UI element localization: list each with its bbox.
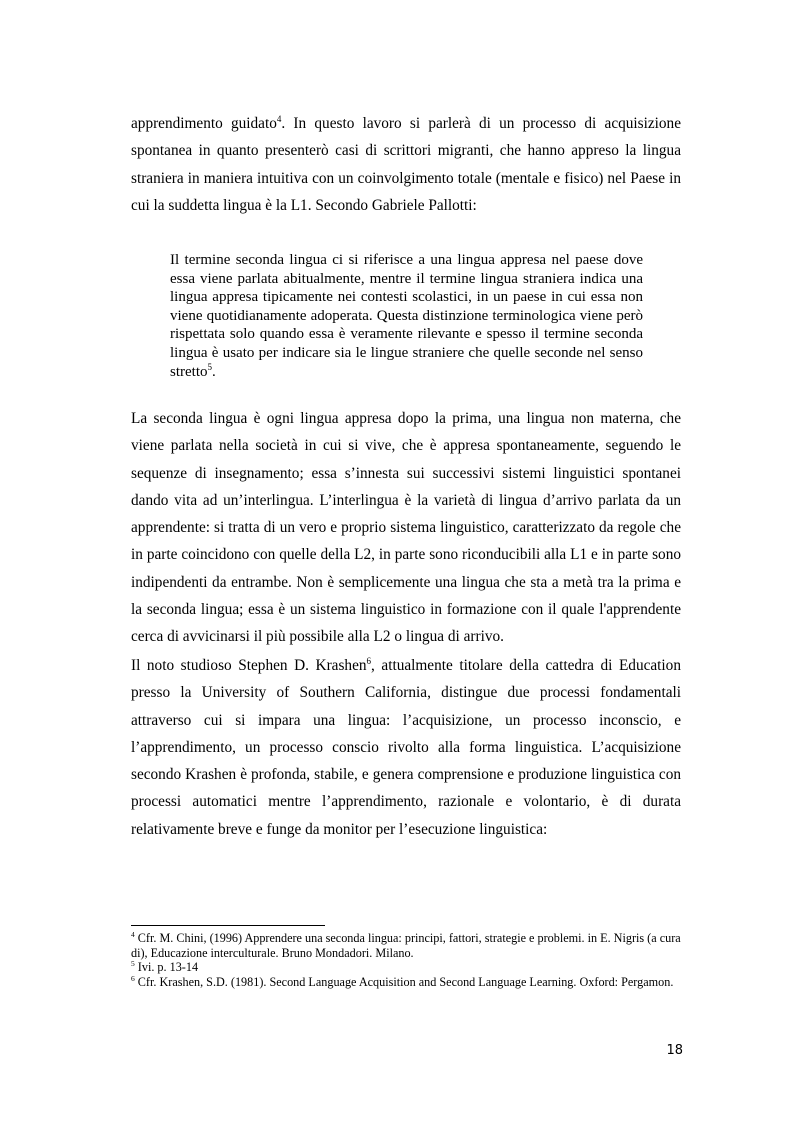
body-paragraph xyxy=(131,652,681,843)
footnote-ref[interactable]: 5 xyxy=(207,361,212,372)
footnote xyxy=(131,975,681,990)
quote-end: . xyxy=(212,363,216,380)
body-paragraph xyxy=(131,405,681,651)
footnote-number: 5 xyxy=(131,959,135,969)
paragraph-text: , attualmente titolare della cattedra di Education presso la University of Southern California, distingue due processi fondamentali attraverso cui si impara una lingua: l’acquisizione, un processo inconscio, e l’apprendimento, un processo conscio rivolto alla forma linguistica. L’acquisizione secondo Krashen è profonda, stabile, e genera comprensione e produzione linguistica con processi automatici mentre l’apprendimento, razionale e volontario, è di durata relativamente breve e funge da monitor per l’esecuzione linguistica: xyxy=(131,657,681,838)
footnote-ref[interactable]: 6 xyxy=(366,655,372,666)
page-number: 18 xyxy=(666,1043,683,1058)
footnote-text: Cfr. Krashen, S.D. (1981). Second Language Acquisition and Second Language Learning. Oxford: Pergamon. xyxy=(134,974,674,989)
body-paragraph xyxy=(131,110,681,219)
footnotes xyxy=(131,931,681,989)
footnote-separator xyxy=(131,925,325,926)
footnote xyxy=(131,931,681,960)
block-quote xyxy=(170,251,643,381)
footnote xyxy=(131,960,681,975)
paragraph-lead: Il noto studioso Stephen D. Krashen xyxy=(131,657,367,674)
footnote-ref[interactable]: 4 xyxy=(276,113,282,124)
quote-text: Il termine seconda lingua ci si riferisce a una lingua appresa nel paese dove essa viene parlata abitualmente, mentre il termine lingua straniera indica una lingua appresa tipicamente nei contesti scolastici, in un paese in cui essa non viene quotidianamente adoperata. Questa distinzione terminologica viene però rispettata solo quando essa è veramente rilevante e spesso il termine seconda lingua è usato per indicare sia le lingue straniere che quelle seconde nel senso stretto xyxy=(170,252,643,380)
paragraph-lead: apprendimento guidato xyxy=(131,115,277,132)
footnote-number: 4 xyxy=(131,929,135,939)
footnote-number: 6 xyxy=(131,973,135,983)
paragraph-text: . In questo lavoro si parlerà di un processo di acquisizione spontanea in quanto presenterò casi di scrittori migranti, che hanno appreso la lingua straniera in maniera intuitiva con un coinvolgimento totale (mentale e fisico) nel Paese in cui la suddetta lingua è la L1. Secondo Gabriele Pallotti: xyxy=(131,115,681,214)
footnote-text: Cfr. M. Chini, (1996) Apprendere una seconda lingua: principi, fattori, strategie e problemi. in E. Nigris (a cura di), Educazione interculturale. Bruno Mondadori. Milano. xyxy=(131,931,681,960)
paragraph-text: La seconda lingua è ogni lingua appresa dopo la prima, una lingua non materna, che viene parlata nella società in cui si vive, che è appresa spontaneamente, seguendo le sequenze di insegnamento; essa s’innesta sui successivi sistemi linguistici spontanei dando vita ad un’interlingua. L’interlingua è la varietà di lingua d’arrivo parlata da un apprendente: si tratta di un vero e proprio sistema linguistico, caratterizzato da regole che in parte coincidono con quelle della L2, in parte sono riconducibili alla L1 e in parte sono indipendenti da entrambe. Non è semplicemente una lingua che sta a metà tra la prima e la seconda lingua; essa è un sistema linguistico in formazione con il quale l'apprendente cerca di avvicinarsi il più possibile alla L2 o lingua di arrivo. xyxy=(131,410,681,646)
footnote-text: Ivi. p. 13-14 xyxy=(134,960,199,975)
